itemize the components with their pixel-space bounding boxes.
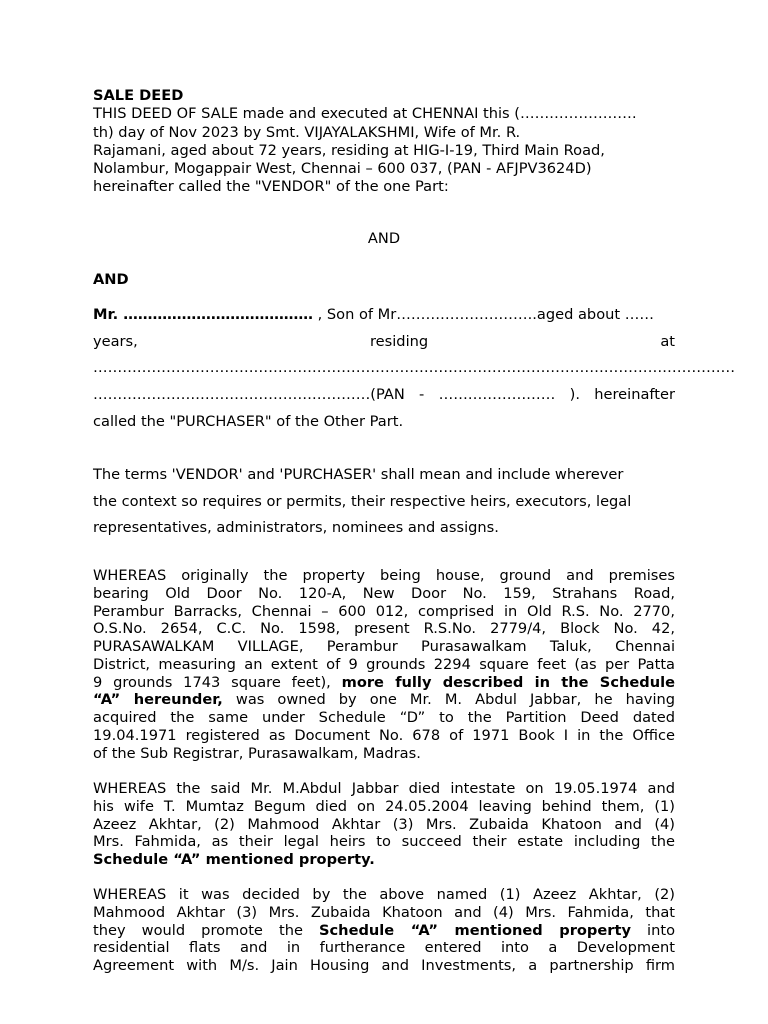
purchaser-son-of: , Son of Mr………………………..aged about …… [312,306,654,323]
intro-line: Nolambur, Mogappair West, Chennai – 600 037, (PAN - AFJPV3624D) [93,160,592,178]
whereas-paragraph-3 [93,886,675,975]
intro-line: th) day of Nov 2023 by Smt. VIJAYALAKSHMI, Wife of Mr. R. [93,123,521,141]
intro-line: hereinafter called the "VENDOR" of the one Part: [93,178,449,196]
intro-line: THIS DEED OF SALE made and executed at CHENNAI this (…………………… [93,105,637,123]
purchaser-block [93,302,736,436]
whereas1-line: acquired the same under Schedule “D” to the Partition Deed dated [93,709,675,726]
schedule-a-bold: more fully described in the Schedule [341,673,675,691]
whereas2-line: Mrs. Fahmida, as their legal heirs to succeed their estate including the [93,833,675,851]
whereas2-line: WHEREAS the said Mr. M.Abdul Jabbar died intestate on 19.05.1974 and [93,780,675,797]
purchaser-line-5: called the "PURCHASER" of the Other Part. [93,412,404,430]
purchaser-name-label: Mr. ………………………………… [93,306,313,323]
terms-line: representatives, administrators, nominees and assigns. [93,519,499,537]
whereas1-line-8 [93,691,675,709]
whereas1-line: O.S.No. 2654, C.C. No. 1598, present R.S.No. 2779/4, Block No. 42, [93,620,675,638]
and-bold: AND [93,271,129,288]
terms-line: The terms 'VENDOR' and 'PURCHASER' shall mean and include wherever [93,466,624,483]
terms-paragraph [93,462,675,542]
deed-heading: SALE DEED [93,87,184,104]
schedule-a-property-bold: Schedule “A” mentioned property. [93,851,375,868]
terms-line: the context so requires or permits, their respective heirs, executors, legal [93,492,632,510]
purchaser-line-1 [93,302,675,329]
whereas3-text: they would promote the [93,921,320,939]
whereas1-line: bearing Old Door No. 120-A, New Door No. 159, Strahans Road, [93,584,675,602]
pan-blank: …………………… [438,386,556,404]
whereas-paragraph-2 [93,780,675,869]
close-paren: ). [569,386,580,404]
whereas3-line: WHEREAS it was decided by the above named (1) Azeez Akhtar, (2) [93,886,675,903]
whereas3-line: Agreement with M/s. Jain Housing and Investments, a partnership firm [93,957,675,974]
intro-line: Rajamani, aged about 72 years, residing at HIG-I-19, Third Main Road, [93,141,605,159]
whereas1-line: Perambur Barracks, Chennai – 600 012, comprised in Old R.S. No. 2770, [93,602,675,620]
whereas1-line: of the Sub Registrar, Purasawalkam, Madras. [93,744,421,762]
whereas3-line: residential flats and in furtherance entered into a Development [93,939,675,957]
whereas2-line-bold [93,851,675,869]
dash: - [419,386,425,404]
word-hereinafter: hereinafter [594,386,675,404]
word-residing: residing [369,332,429,350]
purchaser-line-2 [93,329,675,356]
whereas1-line: District, measuring an extent of 9 grounds 2294 square feet (as per Patta [93,655,675,673]
whereas3-line-3 [93,922,675,940]
word-years: years, [93,332,138,350]
purchaser-line-4 [93,382,675,409]
whereas1-text: was owned by one Mr. M. Abdul Jabbar, he having [222,691,676,709]
purchaser-address-blank: …………………………………………………………………………………………………………………… [93,359,736,377]
address-blank-pan: …………………………………………………(PAN [93,386,405,404]
whereas1-line: WHEREAS originally the property being house, ground and premises [93,567,675,584]
whereas2-line: his wife T. Mumtaz Begum died on 24.05.2004 leaving behind them, (1) [93,797,675,815]
deed-intro [93,87,675,197]
whereas1-line: PURASAWALKAM VILLAGE, Perambur Purasawalkam Taluk, Chennai [93,638,675,655]
whereas-paragraph-1 [93,567,675,762]
and-center: AND [367,230,401,247]
word-at: at [660,332,675,350]
whereas3-line: Mahmood Akhtar (3) Mrs. Zubaida Khatoon and (4) Mrs. Fahmida, that [93,903,675,921]
whereas2-line: Azeez Akhtar, (2) Mahmood Akhtar (3) Mrs. Zubaida Khatoon and (4) [93,815,675,833]
schedule-a-hereunder-bold: “A” hereunder, [93,691,223,709]
whereas1-line-7 [93,674,675,692]
whereas3-text: into [630,921,676,939]
whereas1-line: 19.04.1971 registered as Document No. 678 of 1971 Book I in the Office [93,726,675,744]
schedule-a-mentioned-bold: Schedule “A” mentioned property [319,921,631,939]
whereas1-text: 9 grounds 1743 square feet), [93,673,342,691]
